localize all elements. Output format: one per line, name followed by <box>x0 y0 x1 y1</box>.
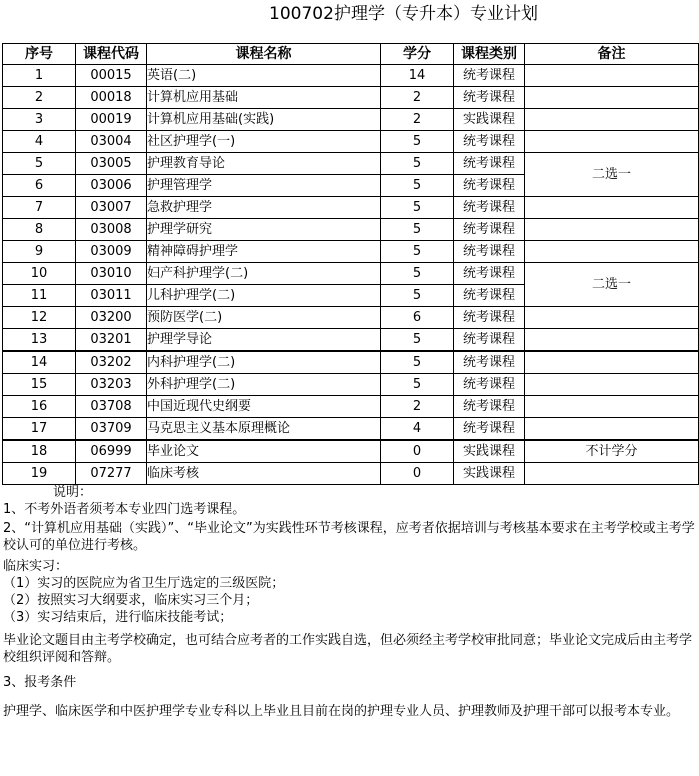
row-no: 7 <box>3 197 76 219</box>
table-row <box>3 241 699 263</box>
row-remark <box>525 307 699 329</box>
row-type: 统考课程 <box>454 87 525 109</box>
header-name: 课程名称 <box>147 44 381 65</box>
row-no: 1 <box>3 65 76 87</box>
row-name: 妇产科护理学(二) <box>147 263 381 285</box>
row-code: 03008 <box>76 219 147 241</box>
row-code: 03006 <box>76 175 147 197</box>
row-code: 03005 <box>76 153 147 175</box>
row-credit: 5 <box>381 197 454 219</box>
row-no: 6 <box>3 175 76 197</box>
row-code: 03009 <box>76 241 147 263</box>
table-row <box>3 65 699 87</box>
row-name: 英语(二) <box>147 65 381 87</box>
header-no: 序号 <box>3 44 76 65</box>
row-type: 统考课程 <box>454 374 525 396</box>
row-type: 统考课程 <box>454 131 525 153</box>
header-remark: 备注 <box>525 44 699 65</box>
row-type: 统考课程 <box>454 65 525 87</box>
row-type: 统考课程 <box>454 263 525 285</box>
row-no: 8 <box>3 219 76 241</box>
row-name: 毕业论文 <box>147 440 381 463</box>
row-remark <box>525 109 699 131</box>
row-name: 马克思主义基本原理概论 <box>147 418 381 441</box>
row-type: 统考课程 <box>454 329 525 352</box>
row-code: 06999 <box>76 440 147 463</box>
row-remark <box>525 396 699 418</box>
row-credit: 14 <box>381 65 454 87</box>
note-2: 2、“计算机应用基础（实践）”、“毕业论文”为实践性环节考核课程，应考者依据培训与考核基本要求在主考学校或主考学校认可的单位进行考核。 <box>3 521 695 553</box>
row-no: 2 <box>3 87 76 109</box>
row-remark <box>525 418 699 441</box>
table-row <box>3 197 699 219</box>
notes-heading: 说明： <box>53 485 93 500</box>
row-no: 4 <box>3 131 76 153</box>
row-type: 实践课程 <box>454 440 525 463</box>
row-name: 临床考核 <box>147 463 381 485</box>
note-3: 3、报考条件 <box>3 675 77 690</box>
row-no: 5 <box>3 153 76 175</box>
row-no: 19 <box>3 463 76 485</box>
row-remark <box>525 351 699 374</box>
header-code: 课程代码 <box>76 44 147 65</box>
row-name: 计算机应用基础 <box>147 87 381 109</box>
table-row <box>3 418 699 441</box>
table-row <box>3 87 699 109</box>
clinical-item-3: （3）实习结束后，进行临床技能考试； <box>3 610 233 625</box>
row-credit: 5 <box>381 219 454 241</box>
table-row <box>3 396 699 418</box>
table-row <box>3 131 699 153</box>
row-type: 统考课程 <box>454 197 525 219</box>
row-type: 统考课程 <box>454 285 525 307</box>
eligibility-note: 护理学、临床医学和中医护理学专业专科以上毕业且目前在岗的护理专业人员、护理教师及护理干部可以报考本专业。 <box>3 704 680 719</box>
row-credit: 2 <box>381 109 454 131</box>
row-code: 03010 <box>76 263 147 285</box>
clinical-item-1: （1）实习的医院应为省卫生厅选定的三级医院； <box>3 576 285 591</box>
table-row <box>3 263 699 285</box>
row-code: 03011 <box>76 285 147 307</box>
row-type: 统考课程 <box>454 307 525 329</box>
row-credit: 4 <box>381 418 454 441</box>
remark-choose-one-a: 二选一 <box>525 153 699 197</box>
row-name: 儿科护理学(二) <box>147 285 381 307</box>
clinical-item-2: （2）按照实习大纲要求，临床实习三个月； <box>3 593 259 608</box>
row-name: 护理管理学 <box>147 175 381 197</box>
row-code: 03709 <box>76 418 147 441</box>
row-credit: 0 <box>381 440 454 463</box>
row-type: 实践课程 <box>454 109 525 131</box>
row-credit: 5 <box>381 241 454 263</box>
row-credit: 5 <box>381 175 454 197</box>
row-name: 急救护理学 <box>147 197 381 219</box>
page-title: 100702护理学（专升本）专业计划 <box>269 4 538 24</box>
row-name: 内科护理学(二) <box>147 351 381 374</box>
row-credit: 5 <box>381 285 454 307</box>
row-code: 03203 <box>76 374 147 396</box>
header-credit: 学分 <box>381 44 454 65</box>
row-type: 统考课程 <box>454 418 525 441</box>
row-name: 计算机应用基础(实践) <box>147 109 381 131</box>
row-no: 10 <box>3 263 76 285</box>
table-row <box>3 374 699 396</box>
thesis-note: 毕业论文题目由主考学校确定，也可结合应考者的工作实践自选，但必须经主考学校审批同意；毕业论文完成后由主考学校组织评阅和答辩。 <box>3 633 693 665</box>
table-row <box>3 351 699 374</box>
row-code: 00018 <box>76 87 147 109</box>
row-remark <box>525 374 699 396</box>
header-type: 课程类别 <box>454 44 525 65</box>
row-code: 03007 <box>76 197 147 219</box>
row-remark <box>525 241 699 263</box>
row-name: 社区护理学(一) <box>147 131 381 153</box>
row-credit: 2 <box>381 87 454 109</box>
row-code: 03708 <box>76 396 147 418</box>
row-credit: 5 <box>381 131 454 153</box>
row-no: 9 <box>3 241 76 263</box>
row-credit: 2 <box>381 396 454 418</box>
row-name: 中国近现代史纲要 <box>147 396 381 418</box>
row-code: 03004 <box>76 131 147 153</box>
row-type: 实践课程 <box>454 463 525 485</box>
row-remark <box>525 197 699 219</box>
row-credit: 5 <box>381 263 454 285</box>
row-type: 统考课程 <box>454 241 525 263</box>
row-name: 护理学导论 <box>147 329 381 352</box>
row-remark <box>525 131 699 153</box>
row-code: 03202 <box>76 351 147 374</box>
row-credit: 5 <box>381 374 454 396</box>
row-remark <box>525 219 699 241</box>
table-row <box>3 463 699 485</box>
row-code: 00015 <box>76 65 147 87</box>
row-remark <box>525 463 699 485</box>
table-row <box>3 153 699 175</box>
row-no: 12 <box>3 307 76 329</box>
row-type: 统考课程 <box>454 219 525 241</box>
table-row <box>3 329 699 352</box>
row-name: 护理教育导论 <box>147 153 381 175</box>
row-type: 统考课程 <box>454 153 525 175</box>
row-name: 护理学研究 <box>147 219 381 241</box>
row-type: 统考课程 <box>454 351 525 374</box>
row-credit: 5 <box>381 153 454 175</box>
table-row <box>3 109 699 131</box>
row-remark <box>525 329 699 352</box>
remark-choose-one-b: 二选一 <box>525 263 699 307</box>
row-remark <box>525 65 699 87</box>
row-type: 统考课程 <box>454 396 525 418</box>
row-no: 17 <box>3 418 76 441</box>
row-name: 外科护理学(二) <box>147 374 381 396</box>
row-credit: 0 <box>381 463 454 485</box>
row-no: 14 <box>3 351 76 374</box>
course-plan-table <box>2 43 699 485</box>
row-credit: 6 <box>381 307 454 329</box>
row-credit: 5 <box>381 329 454 352</box>
row-code: 07277 <box>76 463 147 485</box>
clinical-heading: 临床实习： <box>3 559 69 574</box>
table-row <box>3 219 699 241</box>
note-1: 1、不考外语者须考本专业四门选考课程。 <box>3 502 246 517</box>
row-code: 03201 <box>76 329 147 352</box>
row-credit: 5 <box>381 351 454 374</box>
row-name: 精神障碍护理学 <box>147 241 381 263</box>
row-no: 11 <box>3 285 76 307</box>
table-header-row <box>3 44 699 65</box>
remark-no-credit: 不计学分 <box>525 440 699 463</box>
row-name: 预防医学(二) <box>147 307 381 329</box>
row-no: 3 <box>3 109 76 131</box>
row-no: 15 <box>3 374 76 396</box>
row-no: 18 <box>3 440 76 463</box>
row-code: 00019 <box>76 109 147 131</box>
table-row <box>3 307 699 329</box>
row-no: 16 <box>3 396 76 418</box>
row-remark <box>525 87 699 109</box>
table-row <box>3 440 699 463</box>
row-code: 03200 <box>76 307 147 329</box>
notes-section <box>3 484 697 720</box>
row-type: 统考课程 <box>454 175 525 197</box>
row-no: 13 <box>3 329 76 352</box>
